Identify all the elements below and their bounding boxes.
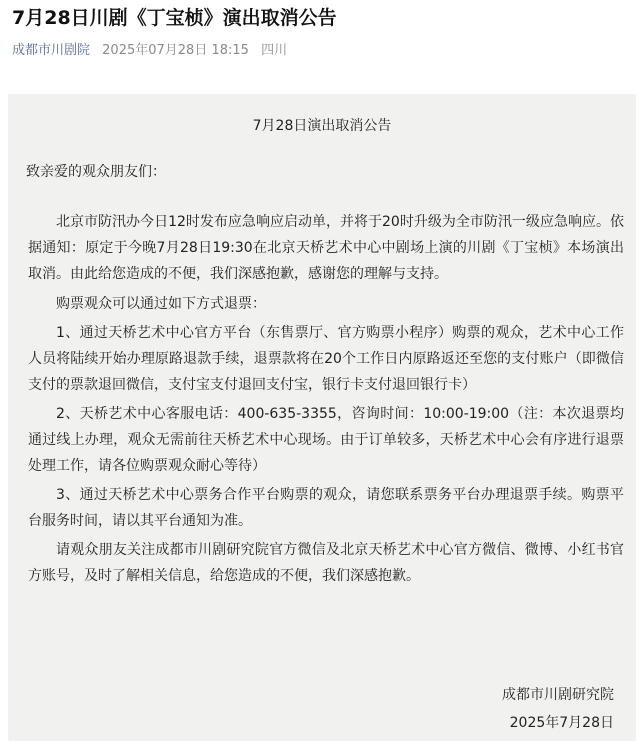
notice-body (28, 209, 624, 592)
notice-paragraph-refund-hotline: 2、天桥艺术中心客服电话：400-635-3355，咨询时间：10:00-19:00（注：本次退票均通过线上办理，观众无需前往天桥艺术中心现场。由于订单较多，天桥艺术中心会有序进行退票处理工作，请各位购票观众耐心等待） (28, 406, 624, 474)
notice-paragraph-follow: 请观众朋友关注成都市川剧研究院官方微信及北京天桥艺术中心官方微信、微博、小红书官方账号，及时了解相关信息，给您造成的不便，我们深感抱歉。 (28, 542, 624, 584)
publish-datetime: 2025年07月28日 18:15 (102, 43, 249, 58)
notice-paragraph-announcement: 北京市防汛办今日12时发布应急响应启动单，并将于20时升级为全市防汛一级应急响应。依据通知：原定于今晚7月28日19:30在北京天桥艺术中心中剧场上演的川剧《丁宝桢》本场演出取消。由此给您造成的不便，我们深感抱歉，感谢您的理解与支持。 (28, 214, 624, 282)
notice-image[interactable] (8, 94, 636, 741)
author-link[interactable]: 成都市川剧院 (12, 43, 91, 58)
notice-paragraph-refund-official: 1、通过天桥艺术中心官方平台（东售票厅、官方购票小程序）购票的观众，艺术中心工作人员将陆续开始办理原路退款手续，退票款将在20个工作日内原路返还至您的支付账户（即微信支付的票款退回微信，支付宝支付退回支付宝，银行卡支付退回银行卡） (28, 325, 624, 393)
notice-signature: 成都市川剧研究院 (502, 687, 614, 703)
article-meta (12, 42, 287, 60)
notice-date: 2025年7月28日 (509, 715, 614, 731)
notice-greeting: 致亲爱的观众朋友们： (26, 164, 166, 180)
notice-heading: 7月28日演出取消公告 (252, 118, 392, 134)
notice-paragraph-refund-partner: 3、通过天桥艺术中心票务合作平台购票的观众，请您联系票务平台办理退票手续。购票平台服务时间，请以其平台通知为准。 (28, 487, 624, 529)
notice-paragraph-refund-intro: 购票观众可以通过如下方式退票： (56, 296, 266, 312)
article-title: 7月28日川剧《丁宝桢》演出取消公告 (12, 7, 337, 29)
publish-location: 四川 (261, 43, 288, 58)
